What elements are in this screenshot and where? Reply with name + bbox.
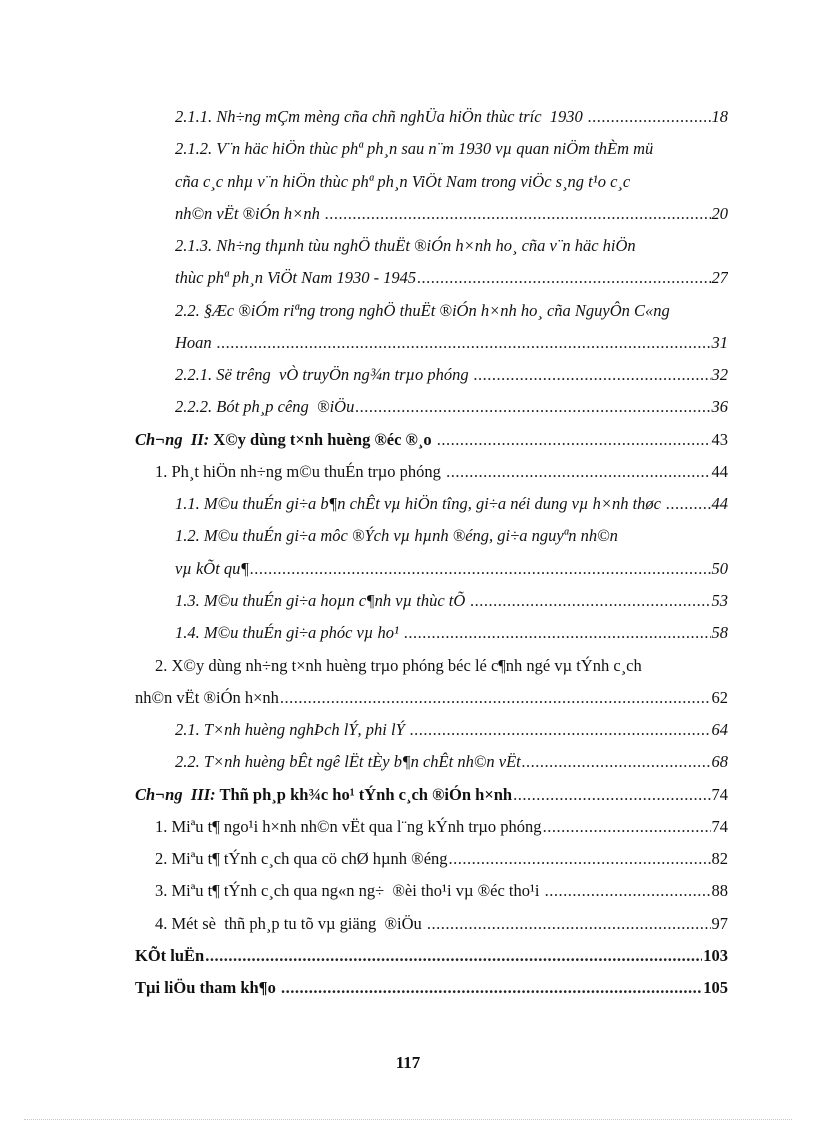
toc-page-number: 50 — [711, 559, 728, 578]
toc-entry-title: thùc phª ph¸n ViÖt Nam 1930 - 1945 — [175, 268, 417, 287]
toc-page-number: 53 — [711, 591, 728, 610]
toc-entry-title: 4. Mét sè thñ ph¸p tu tõ vµ giäng ®iÖu — [155, 914, 426, 933]
toc-page-number: 68 — [711, 752, 728, 771]
toc-page-number: 32 — [711, 365, 728, 384]
dot-leader — [513, 784, 710, 806]
toc-entry-title: KÕt luËn — [135, 946, 205, 965]
dot-leader — [470, 590, 710, 612]
toc-entry — [175, 203, 728, 225]
toc-entry — [175, 751, 728, 773]
dot-leader — [417, 267, 710, 289]
dot-leader — [545, 880, 711, 902]
toc-page-number: 27 — [711, 268, 728, 287]
dot-leader — [543, 816, 711, 838]
dot-leader — [355, 396, 710, 418]
toc-page-number: 18 — [711, 107, 728, 126]
toc-page-number: 58 — [711, 623, 728, 642]
dot-leader — [449, 848, 711, 870]
toc-entry — [175, 493, 728, 515]
toc-page-number: 103 — [703, 946, 728, 965]
toc-entry-title: 2.2. T×nh huèng bÊt ngê lËt tÈy b¶n chÊt nh©n vËt — [175, 752, 521, 771]
toc-page-number: 82 — [711, 849, 728, 868]
toc-entry — [135, 429, 728, 451]
toc-entry-title: 1. Miªu t¶ ngo¹i h×nh nh©n vËt qua l¨ng kÝnh trµo phóng — [155, 817, 542, 836]
toc-entry-title: Tµi liÖu tham kh¶o — [135, 978, 280, 997]
toc-entry — [155, 461, 728, 483]
toc-entry — [175, 525, 728, 547]
dot-leader — [437, 429, 711, 451]
toc-entry — [175, 171, 728, 193]
toc-entry — [175, 300, 728, 322]
toc-entry-title: 2.1. T×nh huèng nghÞch lÝ, phi lÝ — [175, 720, 409, 739]
toc-page-number: 74 — [711, 817, 728, 836]
chapter-title: X©y dùng t×nh huèng ®éc ®¸o — [209, 430, 436, 449]
dot-leader — [474, 364, 711, 386]
toc-entry — [175, 106, 728, 128]
dot-leader — [588, 106, 711, 128]
toc-entry-title: 1.1. M©u thuÉn gi÷a b¶n chÊt vµ hiÖn tîng, gi÷a néi dung vµ h×nh thøc — [175, 494, 666, 513]
chapter-title: Thñ ph¸p kh¾c ho¹ tÝnh c¸ch ®iÓn h×nh — [215, 785, 513, 804]
dot-leader — [281, 977, 702, 999]
toc-entry-title: 3. Miªu t¶ tÝnh c¸ch qua ng«n ng÷ ®èi tho¹i vµ ®éc tho¹i — [155, 881, 544, 900]
toc-entry-title: 2. X©y dùng nh÷ng t×nh huèng trµo phóng béc lé c¶nh ngé vµ tÝnh c¸ch — [155, 656, 642, 675]
toc-page-number: 62 — [711, 688, 728, 707]
toc-entry — [175, 558, 728, 580]
dot-leader — [427, 913, 711, 935]
toc-entry — [155, 655, 728, 677]
toc-entry — [175, 622, 728, 644]
toc-entry — [155, 816, 728, 838]
chapter-label: Ch¬ng III: — [135, 785, 216, 804]
toc-entry-title: 2.2. §Æc ®iÓm riªng trong nghÖ thuËt ®iÓn h×nh ho¸ cña NguyÔn C«ng — [175, 301, 670, 320]
toc-entry — [175, 719, 728, 741]
toc-entry — [175, 332, 728, 354]
toc-entry-title: 1. Ph¸t hiÖn nh÷ng m©u thuÉn trµo phóng — [155, 462, 446, 481]
toc-page-number: 105 — [703, 978, 728, 997]
toc-entry — [175, 590, 728, 612]
toc-entry-title: 2. Miªu t¶ tÝnh c¸ch qua cö chØ hµnh ®éng — [155, 849, 448, 868]
dot-leader — [205, 945, 702, 967]
dot-leader — [250, 558, 710, 580]
toc-page-number: 31 — [711, 333, 728, 352]
toc-entry — [175, 235, 728, 257]
toc-entry — [175, 267, 728, 289]
toc-entry-title: 2.2.2. Bót ph¸p cêng ®iÖu — [175, 397, 355, 416]
toc-entry-title: 1.4. M©u thuÉn gi÷a phóc vµ ho¹ — [175, 623, 404, 642]
footer-divider — [24, 1119, 792, 1120]
toc-entry — [135, 945, 728, 967]
dot-leader — [522, 751, 711, 773]
toc-entry-title: 1.2. M©u thuÉn gi÷a môc ®Ých vµ hµnh ®éng, gi÷a nguyªn nh©n — [175, 526, 618, 545]
toc-entry — [135, 687, 728, 709]
toc-entry — [155, 913, 728, 935]
dot-leader — [325, 203, 711, 225]
toc-page-number: 64 — [711, 720, 728, 739]
page-number: 117 — [395, 1053, 421, 1072]
toc-entry — [155, 848, 728, 870]
dot-leader — [410, 719, 711, 741]
toc-entry-title: cña c¸c nhµ v¨n hiÖn thùc phª ph¸n ViÖt Nam trong viÖc s¸ng t¹o c¸c — [175, 172, 631, 191]
toc-page-number: 97 — [711, 914, 728, 933]
toc-page-number: 20 — [711, 204, 728, 223]
toc-entry — [175, 396, 728, 418]
toc-entry — [175, 138, 728, 160]
toc-entry-title: 2.1.2. V¨n häc hiÖn thùc phª ph¸n sau n¨m 1930 vµ quan niÖm thÈm mü — [175, 139, 654, 158]
toc-page-number: 88 — [711, 881, 728, 900]
toc-entry — [135, 784, 728, 806]
toc-entry-title: vµ kÕt qu¶ — [175, 559, 250, 578]
toc-entry — [175, 364, 728, 386]
toc-entry-title: 2.2.1. Së trêng vÒ truyÖn ng¾n trµo phóng — [175, 365, 473, 384]
toc-entry-title: 1.3. M©u thuÉn gi÷a hoµn c¶nh vµ thùc tÕ — [175, 591, 470, 610]
chapter-label: Ch¬ng II: — [135, 430, 210, 449]
toc-entry — [155, 880, 728, 902]
toc-page-number: 43 — [711, 430, 728, 449]
toc-entry-title: 2.1.3. Nh÷ng thµnh tùu nghÖ thuËt ®iÓn h×nh ho¸ cña v¨n häc hiÖn — [175, 236, 636, 255]
dot-leader — [404, 622, 710, 644]
toc-entry-title: nh©n vËt ®iÓn h×nh — [175, 204, 324, 223]
dot-leader — [666, 493, 710, 515]
toc-entry-title: nh©n vËt ®iÓn h×nh — [135, 688, 279, 707]
dot-leader — [280, 687, 711, 709]
toc-entry-title: Hoan — [175, 333, 216, 352]
toc-page-number: 36 — [711, 397, 728, 416]
dot-leader — [446, 461, 710, 483]
toc-entry-title: 2.1.1. Nh÷ng mÇm mèng cña chñ nghÜa hiÖn thùc tríc 1930 — [175, 107, 587, 126]
toc-entry — [135, 977, 728, 999]
dot-leader — [217, 332, 711, 354]
toc-page-number: 44 — [711, 494, 728, 513]
toc-page-number: 44 — [711, 462, 728, 481]
toc-page-number: 74 — [711, 785, 728, 804]
